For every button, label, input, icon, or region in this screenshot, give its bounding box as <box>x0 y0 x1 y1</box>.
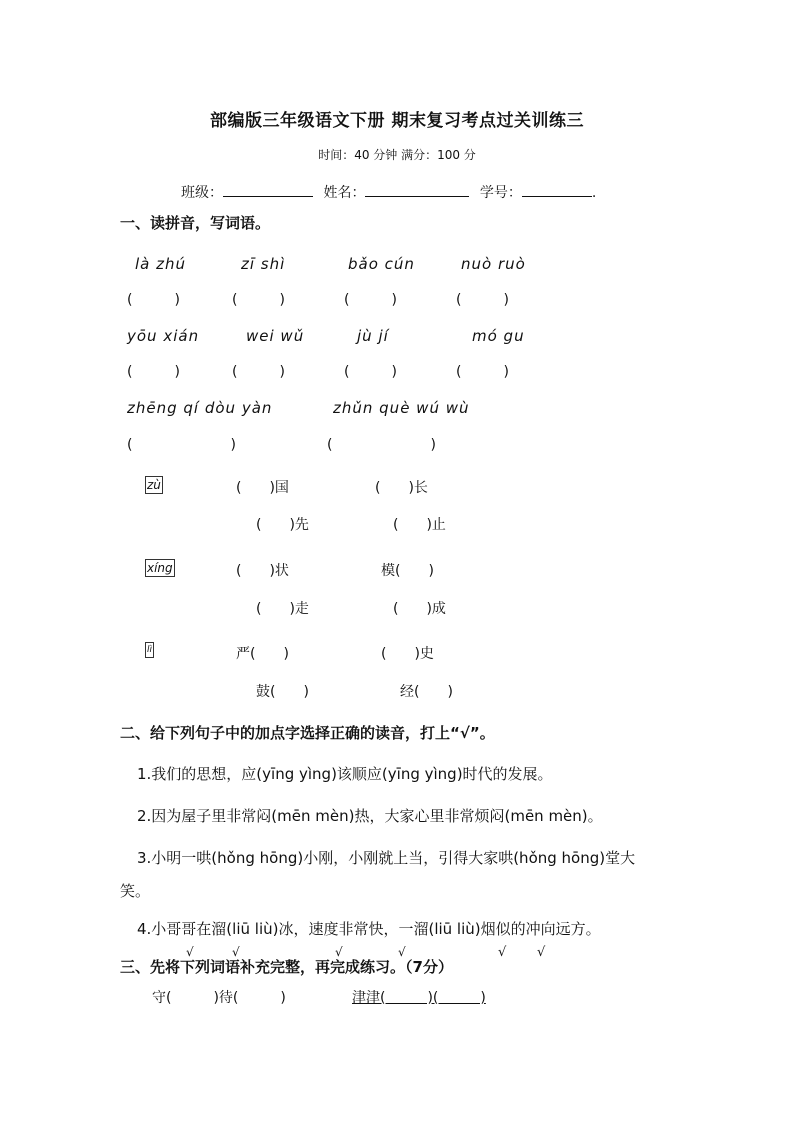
sentence-1: 1.我们的思想，应(yīng yìng)该顺应(yīng yìng)时代的发展。 <box>137 765 553 783</box>
fill-li-3[interactable]: 鼓( ) <box>256 684 309 700</box>
pinyin-3: bǎo cún <box>348 255 415 273</box>
pinyin-5: yōu xián <box>127 327 200 345</box>
answer-box-2[interactable]: ( ) <box>232 292 285 308</box>
answer-box-1[interactable]: ( ) <box>127 292 180 308</box>
number-label: 学号： <box>479 185 522 201</box>
answer-box-10[interactable]: ( ) <box>327 437 436 453</box>
name-blank[interactable] <box>365 182 469 197</box>
section1-heading: 一、读拼音，写词语。 <box>120 214 271 232</box>
answer-box-7[interactable]: ( ) <box>344 364 397 380</box>
pinyin-box-zu: zù <box>147 478 161 492</box>
fill-xing-1[interactable]: ( )状 <box>236 563 289 579</box>
fill-xing-2[interactable]: 模( ) <box>381 563 434 579</box>
pinyin-1: là zhú <box>135 255 187 273</box>
fill-zu-2[interactable]: ( )长 <box>375 480 428 496</box>
fill-zu-4[interactable]: ( )止 <box>393 517 446 533</box>
check-mark-4: √ <box>398 945 406 959</box>
check-mark-3: √ <box>335 945 343 959</box>
pinyin-10: zhǔn què wú wù <box>333 399 470 417</box>
exam-time-score: 时间：40 分钟 满分：100 分 <box>318 148 476 162</box>
fill-li-4[interactable]: 经( ) <box>400 684 453 700</box>
answer-box-4[interactable]: ( ) <box>456 292 509 308</box>
sentence-4: 4.小哥哥在溜(liū liù)冰，速度非常快，一溜(liū liù)烟似的冲向远方。 <box>137 920 601 938</box>
fill-xing-4[interactable]: ( )成 <box>393 601 446 617</box>
pinyin-9: zhēng qí dòu yàn <box>127 399 273 417</box>
section2-heading: 二、给下列句子中的加点字选择正确的读音，打上“√”。 <box>120 724 495 742</box>
fill-zu-3[interactable]: ( )先 <box>256 517 309 533</box>
fill-zu-1[interactable]: ( )国 <box>236 480 289 496</box>
sentence-3-cont: 笑。 <box>120 882 151 900</box>
answer-box-9[interactable]: ( ) <box>127 437 236 453</box>
fill-li-2[interactable]: ( )史 <box>381 646 434 662</box>
pinyin-box-xing: xíng <box>147 561 173 575</box>
fill-xing-3[interactable]: ( )走 <box>256 601 309 617</box>
check-mark-1: √ <box>186 945 194 959</box>
answer-box-6[interactable]: ( ) <box>232 364 285 380</box>
sentence-2: 2.因为屋子里非常闷(mēn mèn)热，大家心里非常烦闷(mēn mèn)。 <box>137 807 603 825</box>
number-blank[interactable] <box>522 182 592 197</box>
check-mark-5: √ <box>498 945 507 960</box>
pinyin-7: jù jí <box>357 327 389 345</box>
idiom-jin-jin-you-wei[interactable]: 津津( )( ) <box>352 990 486 1006</box>
pinyin-6: wei wǔ <box>246 327 305 345</box>
fill-li-1[interactable]: 严( ) <box>236 646 289 662</box>
idiom-shou-zhu-dai-tu[interactable]: 守( )待( ) <box>152 990 286 1006</box>
pinyin-8: mó gu <box>472 327 525 345</box>
sentence-3: 3.小明一哄(hǒng hōng)小刚，小刚就上当，引得大家哄(hǒng hōng)堂大 <box>137 849 636 867</box>
student-info-row: 班级： 姓名： 学号： . <box>181 182 596 202</box>
check-mark-6: √ <box>537 945 546 960</box>
pinyin-2: zī shì <box>241 255 286 273</box>
check-mark-2: √ <box>232 945 240 959</box>
answer-box-8[interactable]: ( ) <box>456 364 509 380</box>
class-blank[interactable] <box>223 182 313 197</box>
answer-box-3[interactable]: ( ) <box>344 292 397 308</box>
class-label: 班级： <box>181 185 223 201</box>
page-title: 部编版三年级语文下册 期末复习考点过关训练三 <box>210 111 584 131</box>
name-label: 姓名： <box>323 185 366 201</box>
section3-heading: 三、先将下列词语补充完整，再完成练习。（7分） <box>120 958 453 976</box>
pinyin-box-li: lì <box>145 642 154 658</box>
pinyin-4: nuò ruò <box>461 255 526 273</box>
answer-box-5[interactable]: ( ) <box>127 364 180 380</box>
